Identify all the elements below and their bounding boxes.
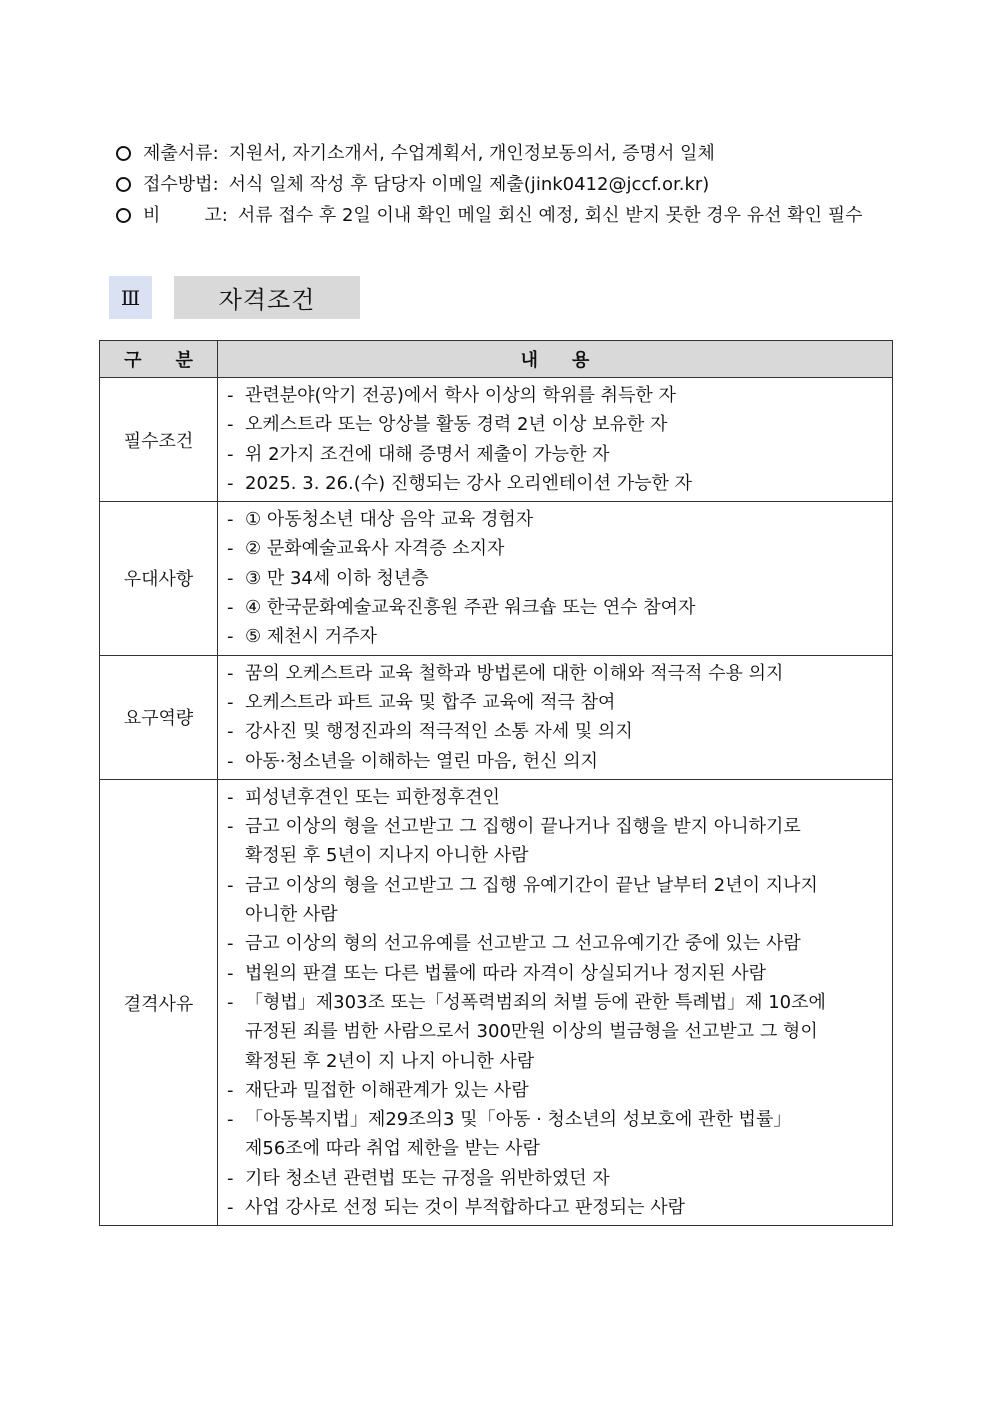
header-content: 내용 <box>218 341 893 378</box>
info-label: 비 고 <box>143 205 222 226</box>
list-item <box>227 659 884 688</box>
info-colon: : <box>212 143 219 164</box>
table-row <box>100 502 893 655</box>
list-item-text: 제56조에 따라 취업 제한을 받는 사람 <box>245 1138 540 1160</box>
list-item <box>227 900 884 929</box>
row-items <box>218 502 893 655</box>
dash-bullet: - <box>227 1167 234 1189</box>
dash-bullet: - <box>227 962 234 984</box>
table-row <box>100 779 893 1225</box>
table-header-row <box>100 341 893 378</box>
dash-bullet: - <box>227 933 234 955</box>
list-item-text: 사업 강사로 선정 되는 것이 부적합하다고 판정되는 사람 <box>245 1197 685 1219</box>
dash-bullet: - <box>227 991 234 1013</box>
list-item-text: 확정된 후 2년이 지 나지 아니한 사람 <box>245 1050 535 1072</box>
dash-bullet: - <box>227 786 234 808</box>
info-text: 지원서, 자기소개서, 수업계획서, 개인정보동의서, 증명서 일체 <box>228 143 715 164</box>
info-colon: : <box>221 205 228 226</box>
list-item-text: ⑤ 제천시 거주자 <box>245 626 377 648</box>
table-row <box>100 378 893 502</box>
list-item-text: 확정된 후 5년이 지나지 아니한 사람 <box>245 845 529 867</box>
circle-bullet-icon <box>116 177 131 192</box>
list-item <box>227 534 884 563</box>
info-line-method <box>116 169 863 200</box>
info-label: 제출서류 <box>143 143 213 164</box>
list-item-text: ① 아동청소년 대상 음악 교육 경험자 <box>245 509 534 531</box>
dash-bullet: - <box>227 626 234 648</box>
row-items <box>218 378 893 502</box>
list-item-text: ③ 만 34세 이하 청년층 <box>245 567 429 589</box>
section-title: 자격조건 <box>174 276 360 319</box>
list-item <box>227 1164 884 1193</box>
list-item <box>227 469 884 498</box>
dash-bullet: - <box>227 538 234 560</box>
list-item-text: 「형법」제303조 또는「성폭력범죄의 처벌 등에 관한 특례법」제 10조에 <box>245 991 826 1013</box>
dash-bullet: - <box>227 597 234 619</box>
list-item-text: 규정된 죄를 범한 사람으로서 300만원 이상의 벌금형을 선고받고 그 형이 <box>245 1021 818 1043</box>
list-item-text: 오케스트라 또는 앙상블 활동 경력 2년 이상 보유한 자 <box>245 414 668 436</box>
list-item <box>227 988 884 1017</box>
list-item <box>227 688 884 717</box>
list-item <box>227 381 884 410</box>
dash-bullet: - <box>227 472 234 494</box>
row-category: 요구역량 <box>100 655 218 779</box>
info-text: 서류 접수 후 2일 이내 확인 메일 회신 예정, 회신 받지 못한 경우 유선 확인 필수 <box>237 205 863 226</box>
list-item-text: 재단과 밀접한 이해관계가 있는 사람 <box>245 1079 529 1101</box>
table-row <box>100 655 893 779</box>
list-item <box>227 1193 884 1222</box>
list-item-text: 아동·청소년을 이해하는 열린 마음, 헌신 의지 <box>245 750 599 772</box>
row-items <box>218 779 893 1225</box>
list-item <box>227 959 884 988</box>
list-item <box>227 505 884 534</box>
list-item <box>227 1017 884 1046</box>
circle-bullet-icon <box>116 208 131 223</box>
list-item-text: 금고 이상의 형을 선고받고 그 집행 유예기간이 끝난 날부터 2년이 지나지 <box>245 874 818 896</box>
list-item-text: 금고 이상의 형을 선고받고 그 집행이 끝나거나 집행을 받지 아니하기로 <box>245 816 801 838</box>
dash-bullet: - <box>227 662 234 684</box>
list-item-text: 강사진 및 행정진과의 적극적인 소통 자세 및 의지 <box>245 721 633 743</box>
list-item-text: 2025. 3. 26.(수) 진행되는 강사 오리엔테이션 가능한 자 <box>245 472 693 494</box>
list-item <box>227 783 884 812</box>
section-number: Ⅲ <box>109 276 152 319</box>
dash-bullet: - <box>227 414 234 436</box>
dash-bullet: - <box>227 443 234 465</box>
dash-bullet: - <box>227 509 234 531</box>
dash-bullet: - <box>227 1109 234 1131</box>
list-item-text: 법원의 판결 또는 다른 법률에 따라 자격이 상실되거나 정지된 사람 <box>245 962 766 984</box>
list-item <box>227 564 884 593</box>
dash-bullet: - <box>227 385 234 406</box>
list-item <box>227 1105 884 1134</box>
list-item <box>227 440 884 469</box>
list-item-text: 오케스트라 파트 교육 및 합주 교육에 적극 참여 <box>245 691 616 713</box>
list-item <box>227 841 884 870</box>
info-colon: : <box>212 174 219 195</box>
list-item-text: 기타 청소년 관련법 또는 규정을 위반하였던 자 <box>245 1167 610 1189</box>
info-line-remarks <box>116 200 863 231</box>
list-item-text: 아니한 사람 <box>245 904 338 926</box>
info-text: 서식 일체 작성 후 담당자 이메일 제출(jink0412@jccf.or.kr) <box>228 174 710 195</box>
submission-info <box>116 138 863 231</box>
list-item <box>227 717 884 746</box>
row-items <box>218 655 893 779</box>
dash-bullet: - <box>227 691 234 713</box>
list-item-text: ② 문화예술교육사 자격증 소지자 <box>245 538 505 560</box>
dash-bullet: - <box>227 567 234 589</box>
list-item <box>227 929 884 958</box>
list-item <box>227 410 884 439</box>
dash-bullet: - <box>227 750 234 772</box>
list-item-text: 위 2가지 조건에 대해 증명서 제출이 가능한 자 <box>245 443 610 465</box>
dash-bullet: - <box>227 874 234 896</box>
list-item-text: 꿈의 오케스트라 교육 철학과 방법론에 대한 이해와 적극적 수용 의지 <box>245 662 784 684</box>
header-category: 구분 <box>100 341 218 378</box>
dash-bullet: - <box>227 721 234 743</box>
list-item <box>227 1047 884 1076</box>
dash-bullet: - <box>227 1079 234 1101</box>
list-item-text: 피성년후견인 또는 피한정후견인 <box>245 786 500 808</box>
info-label: 접수방법 <box>143 174 213 195</box>
list-item-text: 「아동복지법」제29조의3 및「아동 · 청소년의 성보호에 관한 법률」 <box>245 1109 792 1131</box>
list-item-text: ④ 한국문화예술교육진흥원 주관 워크숍 또는 연수 참여자 <box>245 597 696 619</box>
dash-bullet: - <box>227 1197 234 1219</box>
list-item-text: 관련분야(악기 전공)에서 학사 이상의 학위를 취득한 자 <box>245 385 676 406</box>
list-item <box>227 593 884 622</box>
row-category: 우대사항 <box>100 502 218 655</box>
circle-bullet-icon <box>116 146 131 161</box>
row-category: 결격사유 <box>100 779 218 1225</box>
row-category: 필수조건 <box>100 378 218 502</box>
list-item <box>227 871 884 900</box>
info-line-documents <box>116 138 863 169</box>
list-item <box>227 622 884 651</box>
list-item <box>227 812 884 841</box>
qualification-table <box>99 340 893 1226</box>
list-item <box>227 1076 884 1105</box>
dash-bullet: - <box>227 816 234 838</box>
list-item-text: 금고 이상의 형의 선고유예를 선고받고 그 선고유예기간 중에 있는 사람 <box>245 933 801 955</box>
list-item <box>227 747 884 776</box>
list-item <box>227 1134 884 1163</box>
